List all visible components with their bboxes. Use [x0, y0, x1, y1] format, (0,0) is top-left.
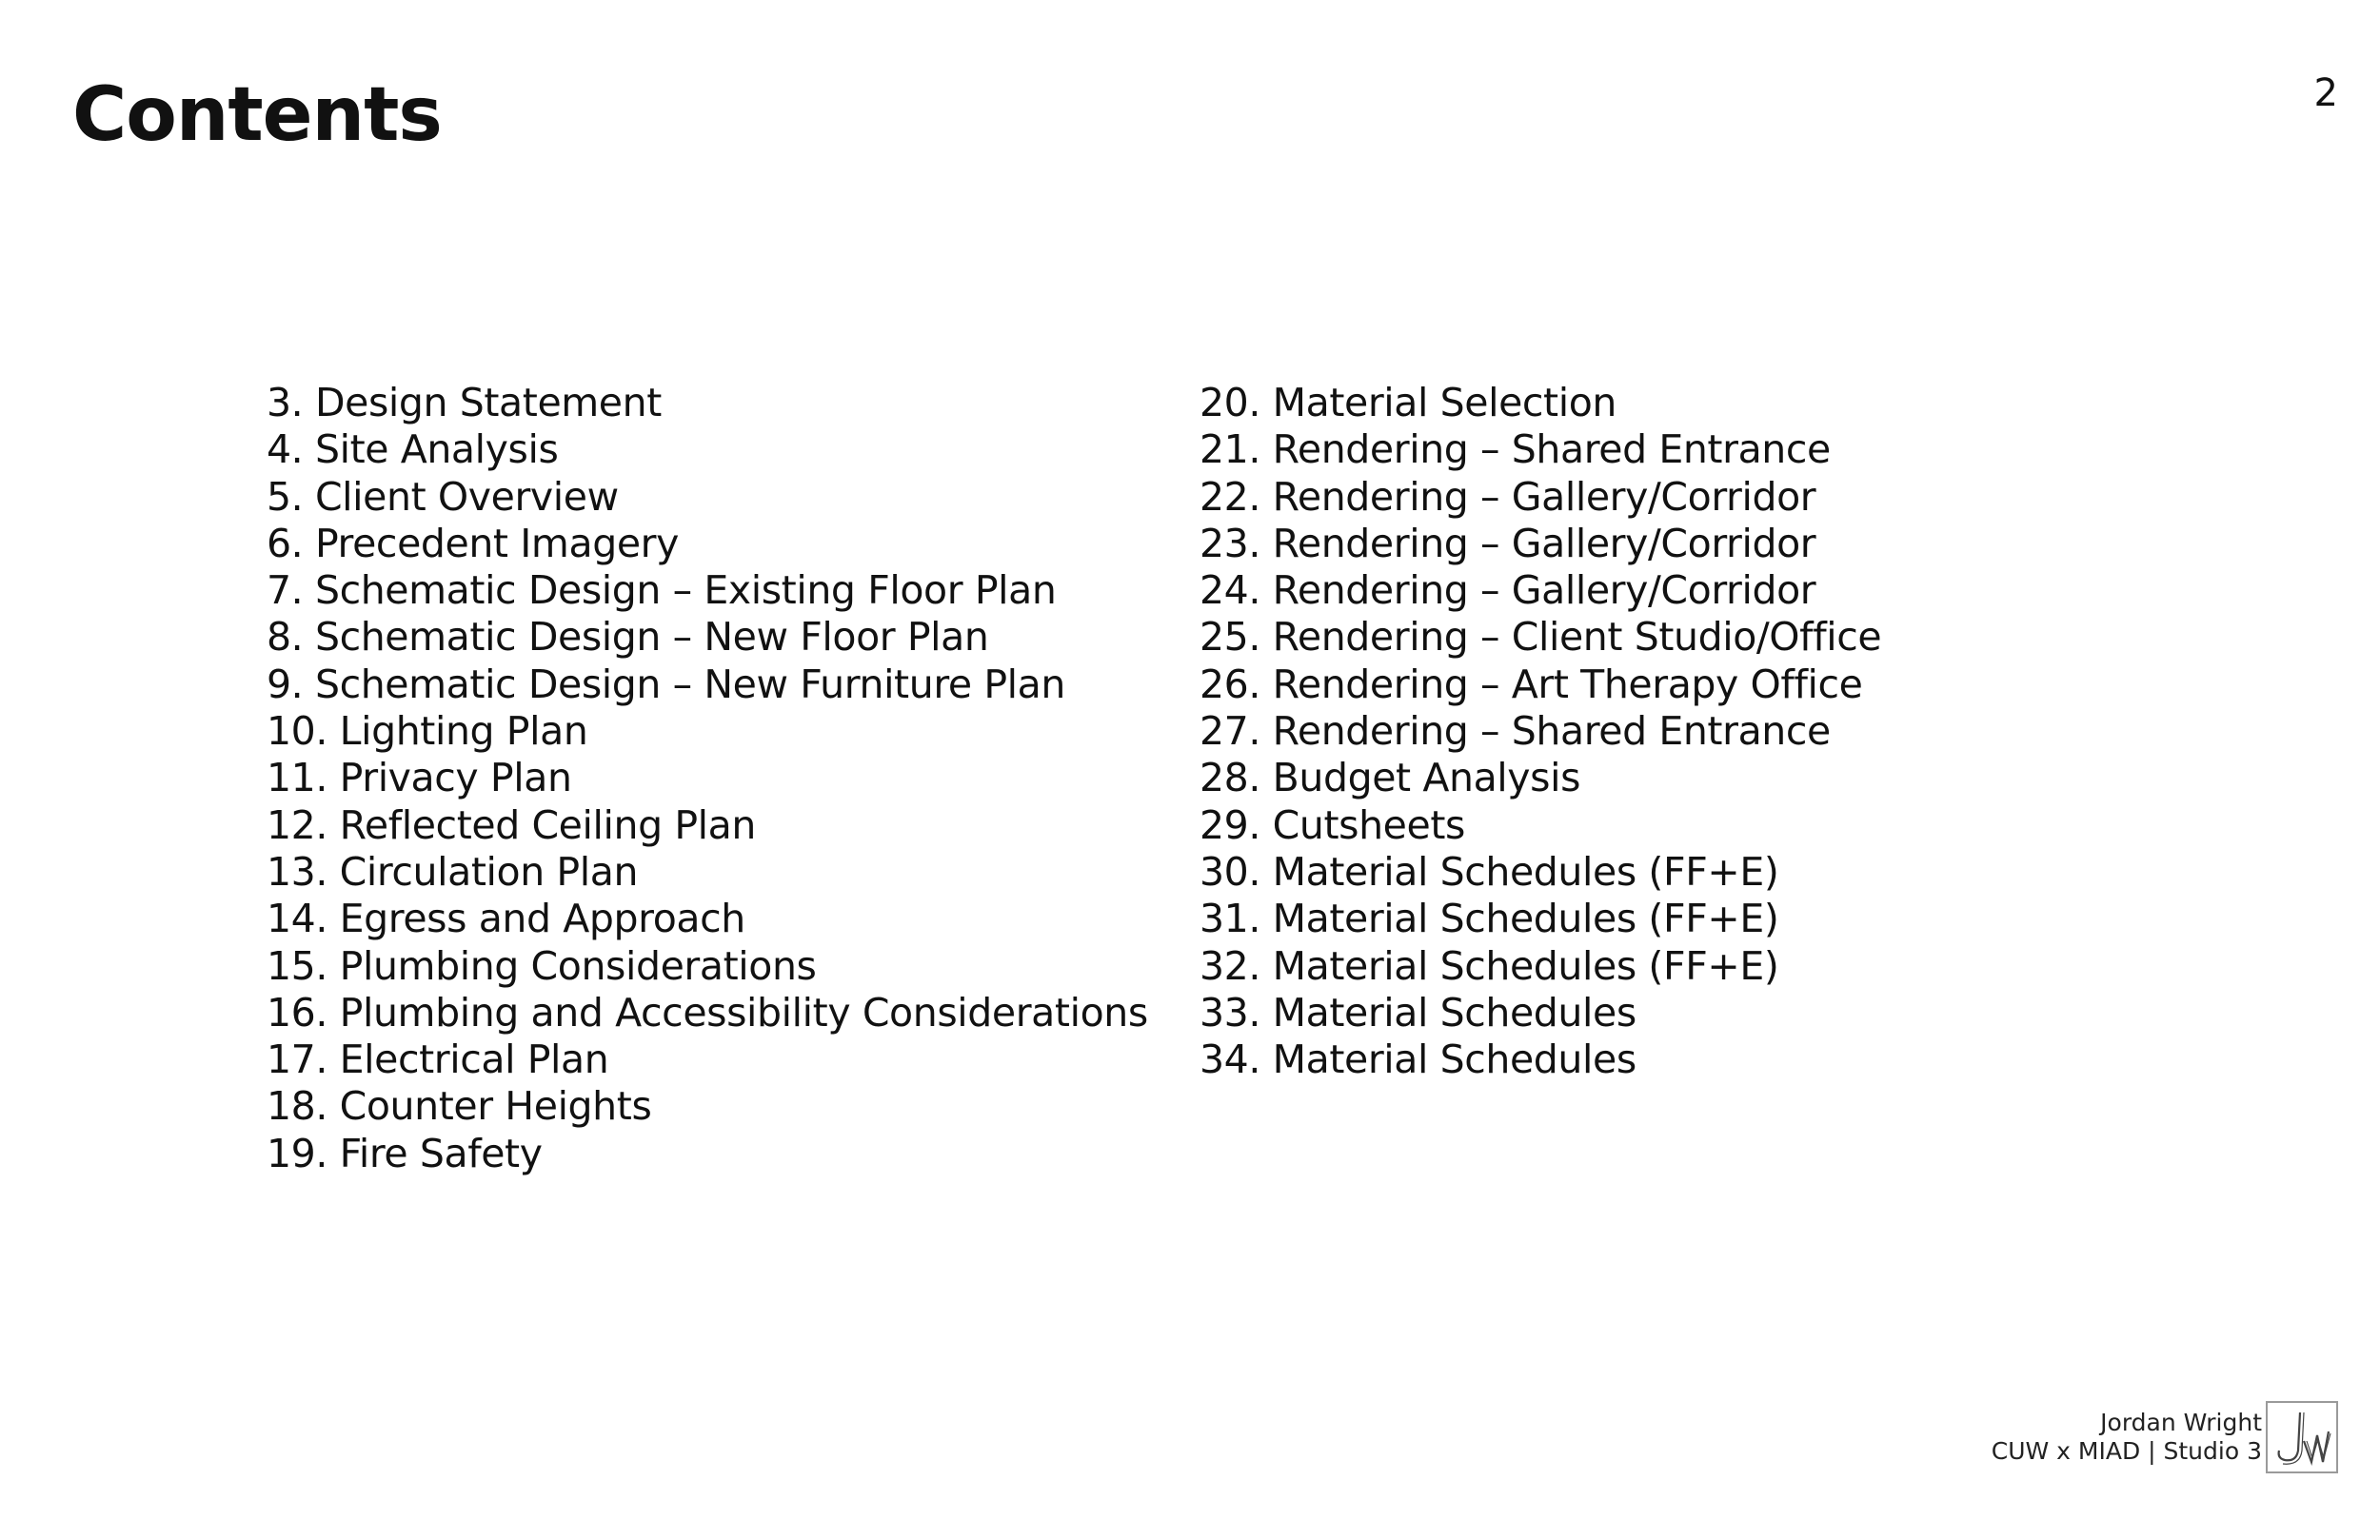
- toc-item: 31. Material Schedules (FF+E): [1200, 896, 1779, 942]
- footer-course: CUW x MIAD | Studio 3: [1991, 1437, 2262, 1465]
- toc-item: 11. Privacy Plan: [267, 755, 572, 801]
- jw-monogram-icon: [2266, 1401, 2338, 1473]
- toc-item: 32. Material Schedules (FF+E): [1200, 942, 1779, 989]
- toc-column-right: [1200, 380, 1881, 1083]
- toc-item: 33. Material Schedules: [1200, 989, 1636, 1036]
- page-title: Contents: [72, 72, 442, 158]
- toc-item: 16. Plumbing and Accessibility Considerations: [267, 989, 1148, 1036]
- toc-item: 10. Lighting Plan: [267, 708, 588, 755]
- page-number: 2: [2313, 71, 2338, 115]
- toc-item: 30. Material Schedules (FF+E): [1200, 848, 1779, 895]
- toc-item: 7. Schematic Design – Existing Floor Plan: [267, 567, 1057, 614]
- toc-item: 17. Electrical Plan: [267, 1037, 609, 1083]
- toc-item: 26. Rendering – Art Therapy Office: [1200, 661, 1863, 707]
- toc-item: 8. Schematic Design – New Floor Plan: [267, 614, 989, 661]
- toc-item: 6. Precedent Imagery: [267, 520, 679, 566]
- jw-monogram-svg: [2268, 1403, 2336, 1471]
- footer-text: [1992, 1409, 2262, 1466]
- toc-item: 25. Rendering – Client Studio/Office: [1200, 614, 1882, 661]
- toc-column-left: [267, 380, 1148, 1177]
- footer-author: Jordan Wright: [2100, 1409, 2262, 1436]
- toc-item: 27. Rendering – Shared Entrance: [1200, 708, 1831, 755]
- toc-item: 19. Fire Safety: [267, 1130, 543, 1176]
- toc-item: 34. Material Schedules: [1200, 1037, 1636, 1083]
- toc-item: 4. Site Analysis: [267, 426, 559, 473]
- toc-item: 14. Egress and Approach: [267, 896, 745, 942]
- toc-item: 29. Cutsheets: [1200, 801, 1465, 848]
- footer: [1992, 1401, 2338, 1473]
- toc-item: 3. Design Statement: [267, 380, 662, 425]
- toc-item: 9. Schematic Design – New Furniture Plan: [267, 661, 1065, 707]
- toc-item: 23. Rendering – Gallery/Corridor: [1200, 520, 1816, 566]
- toc-item: 12. Reflected Ceiling Plan: [267, 801, 756, 848]
- toc-item: 5. Client Overview: [267, 473, 619, 520]
- toc-item: 20. Material Selection: [1200, 380, 1616, 425]
- toc-item: 21. Rendering – Shared Entrance: [1200, 426, 1831, 473]
- toc-item: 24. Rendering – Gallery/Corridor: [1200, 567, 1816, 614]
- toc-item: 22. Rendering – Gallery/Corridor: [1200, 473, 1816, 520]
- toc-item: 18. Counter Heights: [267, 1083, 652, 1130]
- toc-item: 15. Plumbing Considerations: [267, 942, 817, 989]
- toc-item: 13. Circulation Plan: [267, 848, 639, 895]
- toc-item: 28. Budget Analysis: [1200, 755, 1581, 801]
